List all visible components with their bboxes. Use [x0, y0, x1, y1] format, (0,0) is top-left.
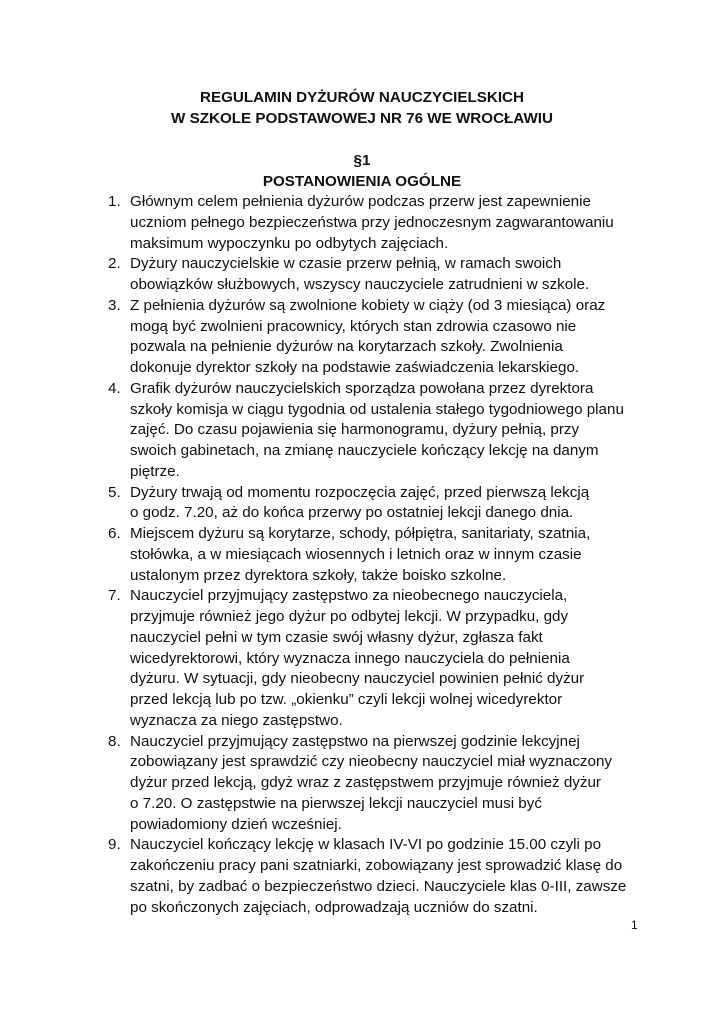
list-item-text-line: o 7.20. O zastępstwie na pierwszej lekcji nauczyciel musi być — [130, 794, 542, 812]
list-item-text-line: powiadomiony dzień wcześniej. — [130, 815, 342, 833]
list-item-text-line: wicedyrektorowi, który wyznacza innego nauczyciela do pełnienia — [130, 649, 570, 667]
list-item-text-line: szatni, by zadbać o bezpieczeństwo dzieci. Nauczyciele klas 0-III, zawsze — [130, 877, 627, 895]
regulations-list — [108, 192, 648, 918]
list-item-text-line: Nauczyciel kończący lekcję w klasach IV-VI po godzinie 15.00 czyli po — [130, 836, 602, 854]
list-item — [108, 192, 648, 254]
list-item-text-line: swoich gabinetach, na zmianę nauczyciele kończący lekcję na danym — [130, 442, 599, 459]
list-item-text-line: ustalonym przez dyrektora szkoły, także boisko szkolne. — [130, 566, 507, 584]
list-item-text-line: szkoły komisja w ciągu tygodnia od ustalenia stałego tygodniowego planu — [130, 400, 624, 418]
list-item-text-line: nauczyciel pełni w tym czasie swój własny dyżur, zgłasza fakt — [130, 628, 543, 646]
list-item-text-line: Dyżury nauczycielskie w czasie przerw pełnią, w ramach swoich — [130, 255, 562, 273]
list-item-text-line: Grafik dyżurów nauczycielskich sporządza powołana przez dyrektora — [130, 379, 594, 397]
list-item-text-line: obowiązków służbowych, wszyscy nauczyciele zatrudnieni w szkole. — [130, 276, 590, 293]
list-item-text-line: pozwala na pełnienie dyżurów na korytarzach szkoły. Zwolnienia — [130, 338, 563, 356]
list-item-text-line: zajęć. Do czasu pojawienia się harmonogramu, dyżury pełnią, przy — [130, 421, 580, 439]
list-item — [108, 254, 648, 296]
list-item-text-line: maksimum wypoczynku po odbytych zajęciach. — [130, 234, 449, 252]
section-number: §1 — [353, 152, 371, 169]
list-item — [108, 483, 648, 525]
list-item-number: 5. — [108, 483, 121, 501]
list-item-text-line: przyjmuje również jego dyżur po odbytej lekcji. W przypadku, gdy — [130, 608, 569, 625]
list-item — [108, 586, 648, 731]
list-item-text-line: piętrze. — [130, 462, 180, 480]
list-item-text-line: Głównym celem pełnienia dyżurów podczas przerw jest zapewnienie — [130, 193, 591, 210]
list-item-text-line: dyżur przed lekcją, gdyż wraz z zastępstwem przyjmuje również dyżur — [130, 774, 601, 791]
list-item-number: 6. — [108, 525, 121, 542]
list-item — [108, 835, 648, 918]
list-item-text-line: Nauczyciel przyjmujący zastępstwo na pierwszej godzinie lekcyjnej — [130, 732, 580, 750]
list-item — [108, 524, 648, 586]
list-item-number: 1. — [108, 193, 121, 210]
list-item-number: 4. — [108, 379, 121, 397]
list-item-text-line: uczniom pełnego bezpieczeństwa przy jednoczesnym zagwarantowaniu — [130, 213, 614, 231]
list-item-number: 7. — [108, 587, 121, 605]
section-heading: POSTANOWIENIA OGÓLNE — [262, 173, 462, 190]
list-item-number: 3. — [108, 296, 121, 314]
list-item-number: 2. — [108, 255, 121, 273]
list-item-text-line: Dyżury trwają od momentu rozpoczęcia zajęć, przed pierwszą lekcją — [130, 483, 590, 501]
list-item-text-line: po skończonych zajęciach, odprowadzają uczniów do szatni. — [130, 898, 538, 916]
list-item-number: 8. — [108, 732, 121, 750]
list-item-text-line: dyżuru. W sytuacji, gdy nieobecny nauczyciel powinien pełnić dyżur — [130, 670, 585, 688]
list-item-text-line: mogą być zwolnieni pracownicy, których stan zdrowia czasowo nie — [130, 317, 577, 335]
list-item-text-line: Miejscem dyżuru są korytarze, schody, półpiętra, sanitariaty, szatnia, — [130, 525, 591, 542]
list-item-text-line: przed lekcją lub po tzw. „okienku” czyli lekcji wolnej wicedyrektor — [130, 691, 563, 708]
list-item — [108, 379, 648, 483]
list-item-text-line: Z pełnienia dyżurów są zwolnione kobiety w ciąży (od 3 miesiąca) oraz — [130, 296, 606, 314]
document-title-line-2: W SZKOLE PODSTAWOWEJ NR 76 WE WROCŁAWIU — [171, 110, 553, 127]
list-item-text-line: wyznacza za niego zastępstwo. — [130, 711, 343, 729]
list-item-text-line: o godz. 7.20, aż do końca przerwy po ostatniej lekcji danego dnia. — [130, 504, 574, 522]
document-title-line-1: REGULAMIN DYŻURÓW NAUCZYCIELSKICH — [200, 89, 524, 106]
list-item-number: 9. — [108, 836, 121, 854]
page-number: 1 — [631, 918, 638, 932]
list-item — [108, 732, 648, 836]
list-item — [108, 296, 648, 379]
list-item-text-line: Nauczyciel przyjmujący zastępstwo za nieobecnego nauczyciela, — [130, 587, 568, 605]
list-item-text-line: stołówka, a w miesiącach wiosennych i letnich oraz w innym czasie — [130, 545, 582, 563]
list-item-text-line: zakończeniu pracy pani szatniarki, zobowiązany jest sprowadzić klasę do — [130, 857, 623, 874]
list-item-text-line: zobowiązany jest sprawdzić czy nieobecny nauczyciel miał wyznaczony — [130, 753, 612, 771]
list-item-text-line: dokonuje dyrektor szkoły na podstawie zaświadczenia lekarskiego. — [130, 359, 580, 376]
